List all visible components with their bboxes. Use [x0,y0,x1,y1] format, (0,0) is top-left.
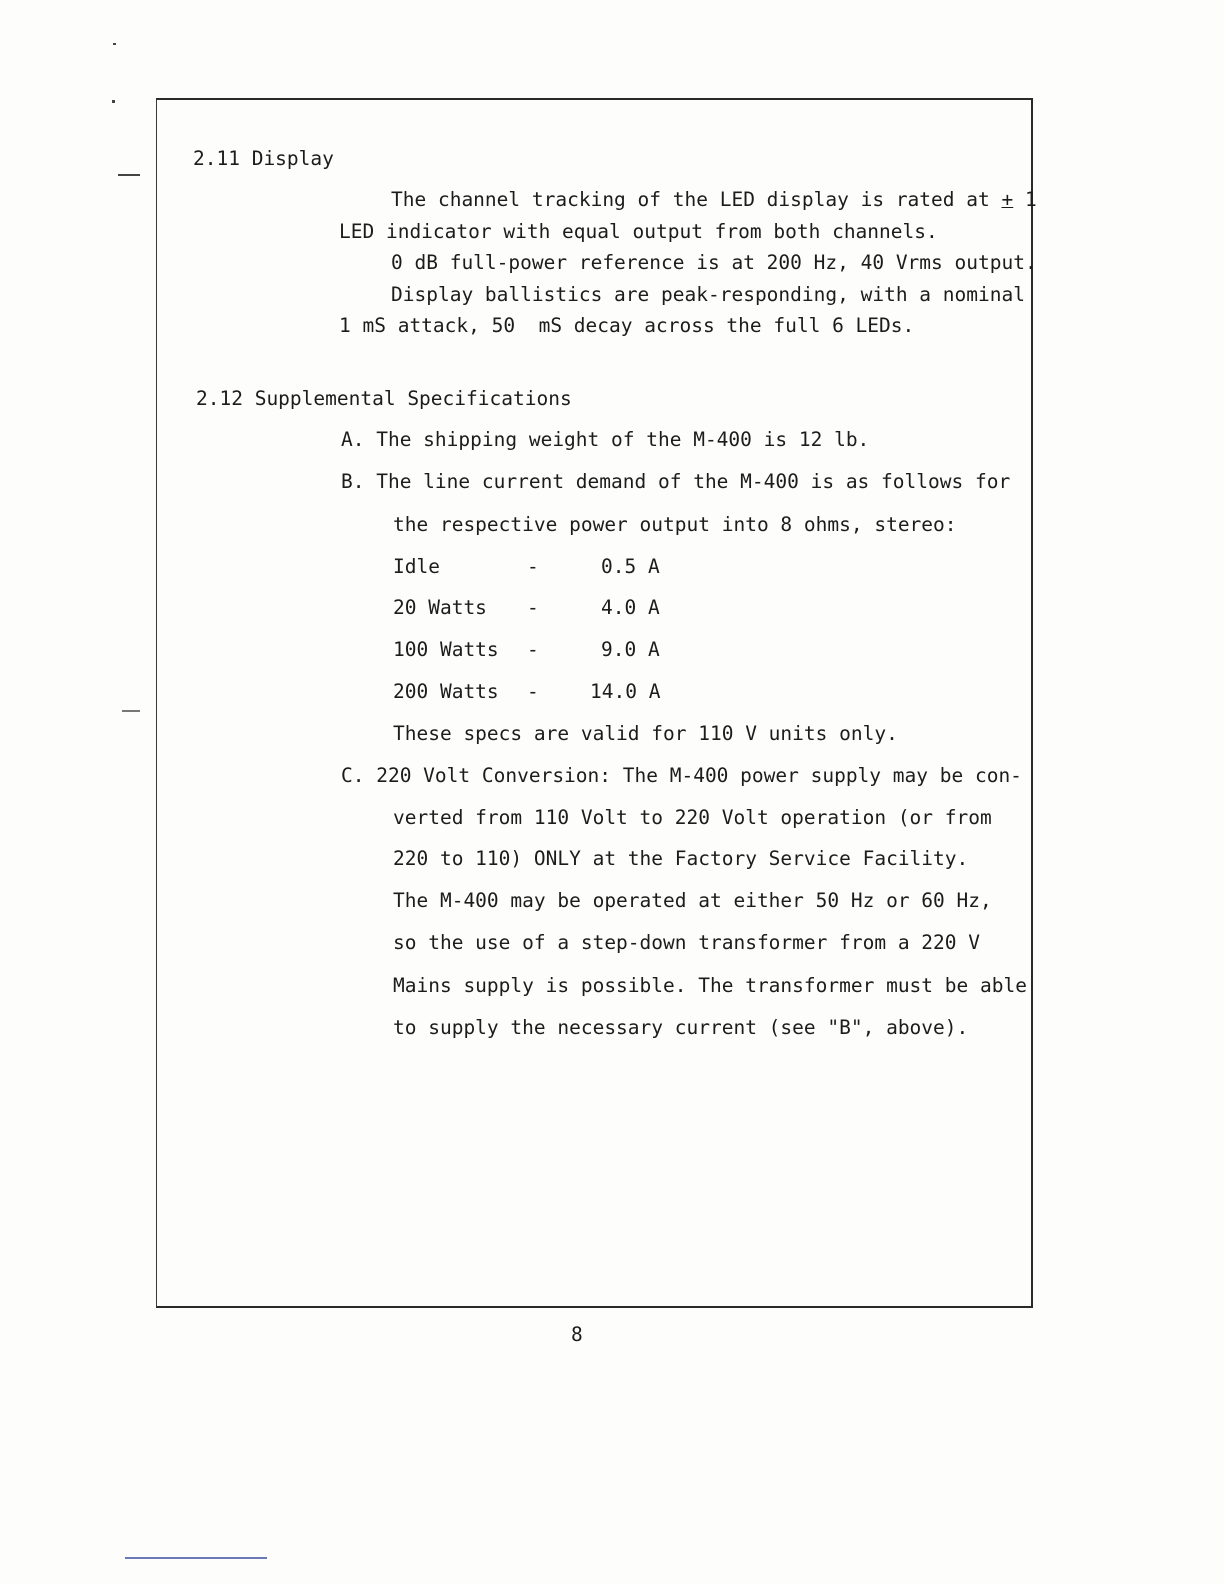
display-paragraph-3-line-2: 1 mS attack, 50 mS decay across the full 6 LEDs. [339,314,915,337]
spec-item-c-line-7: to supply the necessary current (see "B", above). [393,1016,969,1039]
table-row-value: 14.0 A [590,680,661,703]
spec-item-b-note: These specs are valid for 110 V units only. [393,722,898,745]
table-row-dash: - [527,638,539,661]
table-row-label: 20 Watts [393,596,487,619]
table-row-value: 4.0 A [601,596,660,619]
spec-item-b-line-2: the respective power output into 8 ohms, stereo: [393,513,957,536]
section-heading-display: 2.11 Display [193,147,334,170]
scan-mark [118,174,140,176]
table-row-label: 200 Watts [393,680,499,703]
table-row-dash: - [527,596,539,619]
scan-mark [113,43,116,45]
display-paragraph-1-line-1 [391,190,1037,210]
plus-minus-symbol: + [1001,188,1014,211]
table-row-value: 0.5 A [601,555,660,578]
spec-item-c-line-5: so the use of a step-down transformer from a 220 V [393,931,980,954]
page-border-frame [156,98,1033,1308]
scan-mark [112,100,115,103]
spec-item-c-line-1: C. 220 Volt Conversion: The M-400 power supply may be con- [341,764,1022,787]
footer-rule [125,1557,267,1559]
table-row-label: Idle [393,555,440,578]
display-p1-text: The channel tracking of the LED display is rated at [391,188,1002,211]
table-row-value: 9.0 A [601,638,660,661]
table-row-dash: - [527,555,539,578]
spec-item-c-line-3: 220 to 110) ONLY at the Factory Service Facility. [393,847,969,870]
display-paragraph-3-line-1: Display ballistics are peak-responding, with a nominal [391,283,1025,306]
section-heading-supplemental: 2.12 Supplemental Specifications [196,387,572,410]
display-paragraph-1-line-2: LED indicator with equal output from both channels. [339,220,938,243]
spec-item-b-line-1: B. The line current demand of the M-400 is as follows for [341,470,1011,493]
display-p1-text-end: 1 [1013,188,1037,211]
spec-item-c-line-6: Mains supply is possible. The transformer must be able [393,974,1027,997]
spec-item-c-line-2: verted from 110 Volt to 220 Volt operation (or from [393,806,992,829]
page-number: 8 [571,1323,583,1346]
table-row-label: 100 Watts [393,638,499,661]
scan-mark [122,710,140,712]
table-row-dash: - [527,680,539,703]
spec-item-a: A. The shipping weight of the M-400 is 12 lb. [341,428,870,451]
spec-item-c-line-4: The M-400 may be operated at either 50 Hz or 60 Hz, [393,889,992,912]
display-paragraph-2: 0 dB full-power reference is at 200 Hz, 40 Vrms output. [391,251,1037,274]
